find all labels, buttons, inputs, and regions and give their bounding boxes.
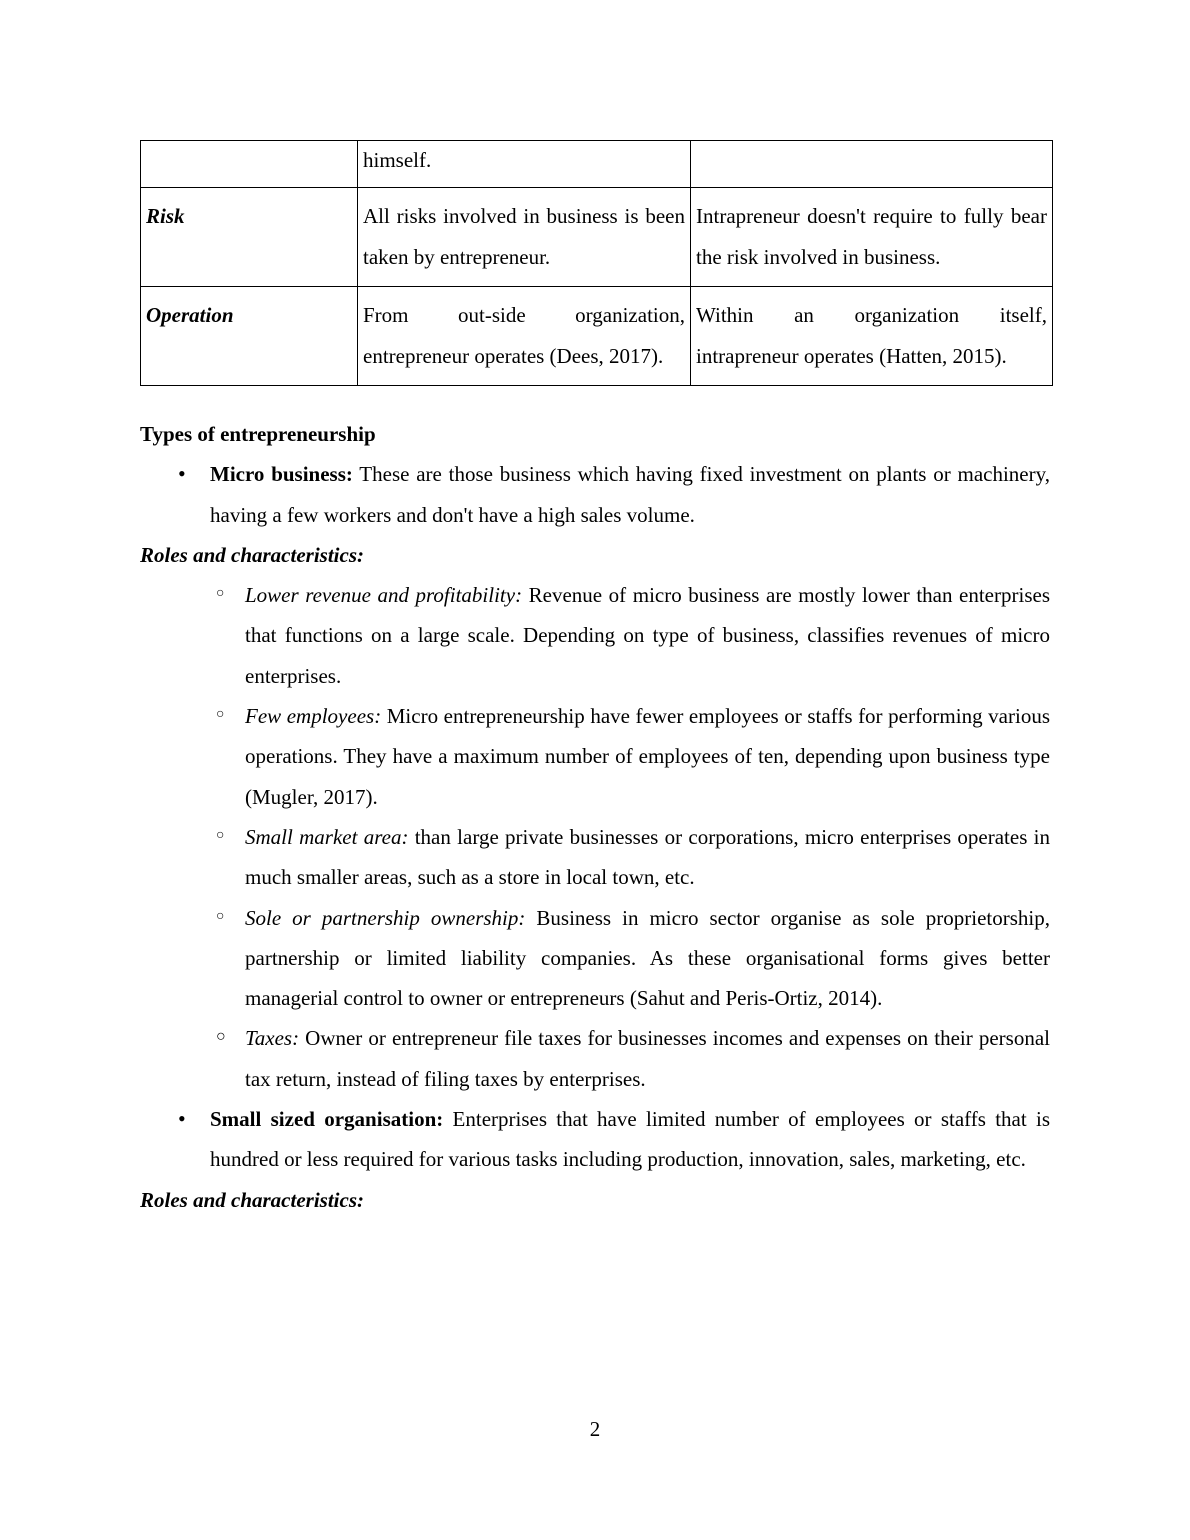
intrapreneur-cell: Intrapreneur doesn't require to fully bear the risk involved in business. — [691, 188, 1053, 287]
list-item-term: Lower revenue and profitability: — [245, 583, 523, 608]
row-label: Risk — [141, 188, 358, 287]
list-item — [140, 1018, 1050, 1099]
list-item-term: Small market area: — [245, 824, 409, 849]
list-item-text: than large private businesses or corporations, micro enterprises operates in much smaller areas, such as a store in local town, etc. — [245, 824, 1050, 890]
circle-bullet-icon: ○ — [216, 827, 225, 843]
list-item — [140, 575, 1050, 696]
list-item-text: Revenue of micro business are mostly lower than enterprises that functions on a large scale. Depending on type of business, classifies revenues of micro enterprises. — [245, 583, 1050, 688]
list-item-text: Owner or entrepreneur file taxes for businesses incomes and expenses on their personal tax return, instead of filing taxes by enterprises. — [245, 1026, 1050, 1091]
list-item-term: Sole or partnership ownership: — [245, 905, 526, 930]
page-number: 2 — [589, 1417, 601, 1441]
circle-bullet-icon: ○ — [216, 707, 225, 723]
list-item-term: Taxes: — [245, 1026, 300, 1051]
list-item-term: Micro business: — [210, 462, 353, 487]
comparison-table — [140, 140, 1053, 386]
entrepreneur-cell: himself. — [358, 141, 691, 188]
roles-heading: Roles and characteristics: — [140, 1187, 364, 1212]
list-item-text: These are those business which having fixed investment on plants or machinery, having a few workers and don't have a high sales volume. — [210, 462, 1051, 527]
list-item — [140, 696, 1050, 817]
entrepreneur-cell: All risks involved in business is been taken by entrepreneur. — [358, 188, 691, 287]
list-item — [140, 454, 1050, 535]
list-item-text: Enterprises that have limited number of employees or staffs that is hundred or less required for various tasks including production, innovation, sales, marketing, etc. — [210, 1107, 1050, 1172]
bullet-icon: • — [178, 1106, 186, 1132]
table-row — [141, 188, 1053, 287]
row-label: Operation — [141, 287, 358, 386]
list-item-term: Small sized organisation: — [210, 1107, 444, 1132]
list-item-term: Few employees: — [245, 704, 382, 729]
section-heading: Types of entrepreneurship — [140, 422, 376, 446]
intrapreneur-cell — [691, 141, 1053, 188]
body-text — [140, 414, 1050, 1220]
row-label — [141, 141, 358, 188]
roles-heading: Roles and characteristics: — [140, 542, 364, 567]
list-item — [140, 1099, 1050, 1180]
table-row — [141, 141, 1053, 188]
circle-bullet-icon: ○ — [216, 586, 225, 602]
entrepreneur-cell: From out-side organization, entrepreneur operates (Dees, 2017). — [358, 287, 691, 386]
bullet-icon: • — [178, 461, 186, 487]
list-item — [140, 817, 1050, 898]
list-item-text: Micro entrepreneurship have fewer employees or staffs for performing various operations. They have a maximum number of employees of ten, depending upon business type (Mugler, 2017). — [245, 704, 1050, 809]
list-item — [140, 898, 1050, 1019]
intrapreneur-cell: Within an organization itself, intrapreneur operates (Hatten, 2015). — [691, 287, 1053, 386]
circle-bullet-icon: ○ — [216, 908, 225, 924]
table-row — [141, 287, 1053, 386]
list-item-text: Business in micro sector organise as sole proprietorship, partnership or limited liability companies. As these organisational forms gives better managerial control to owner or entrepreneurs (Sahut and Peris-Ortiz, 2014). — [245, 905, 1050, 1011]
circle-bullet-icon: ○ — [216, 1028, 226, 1046]
